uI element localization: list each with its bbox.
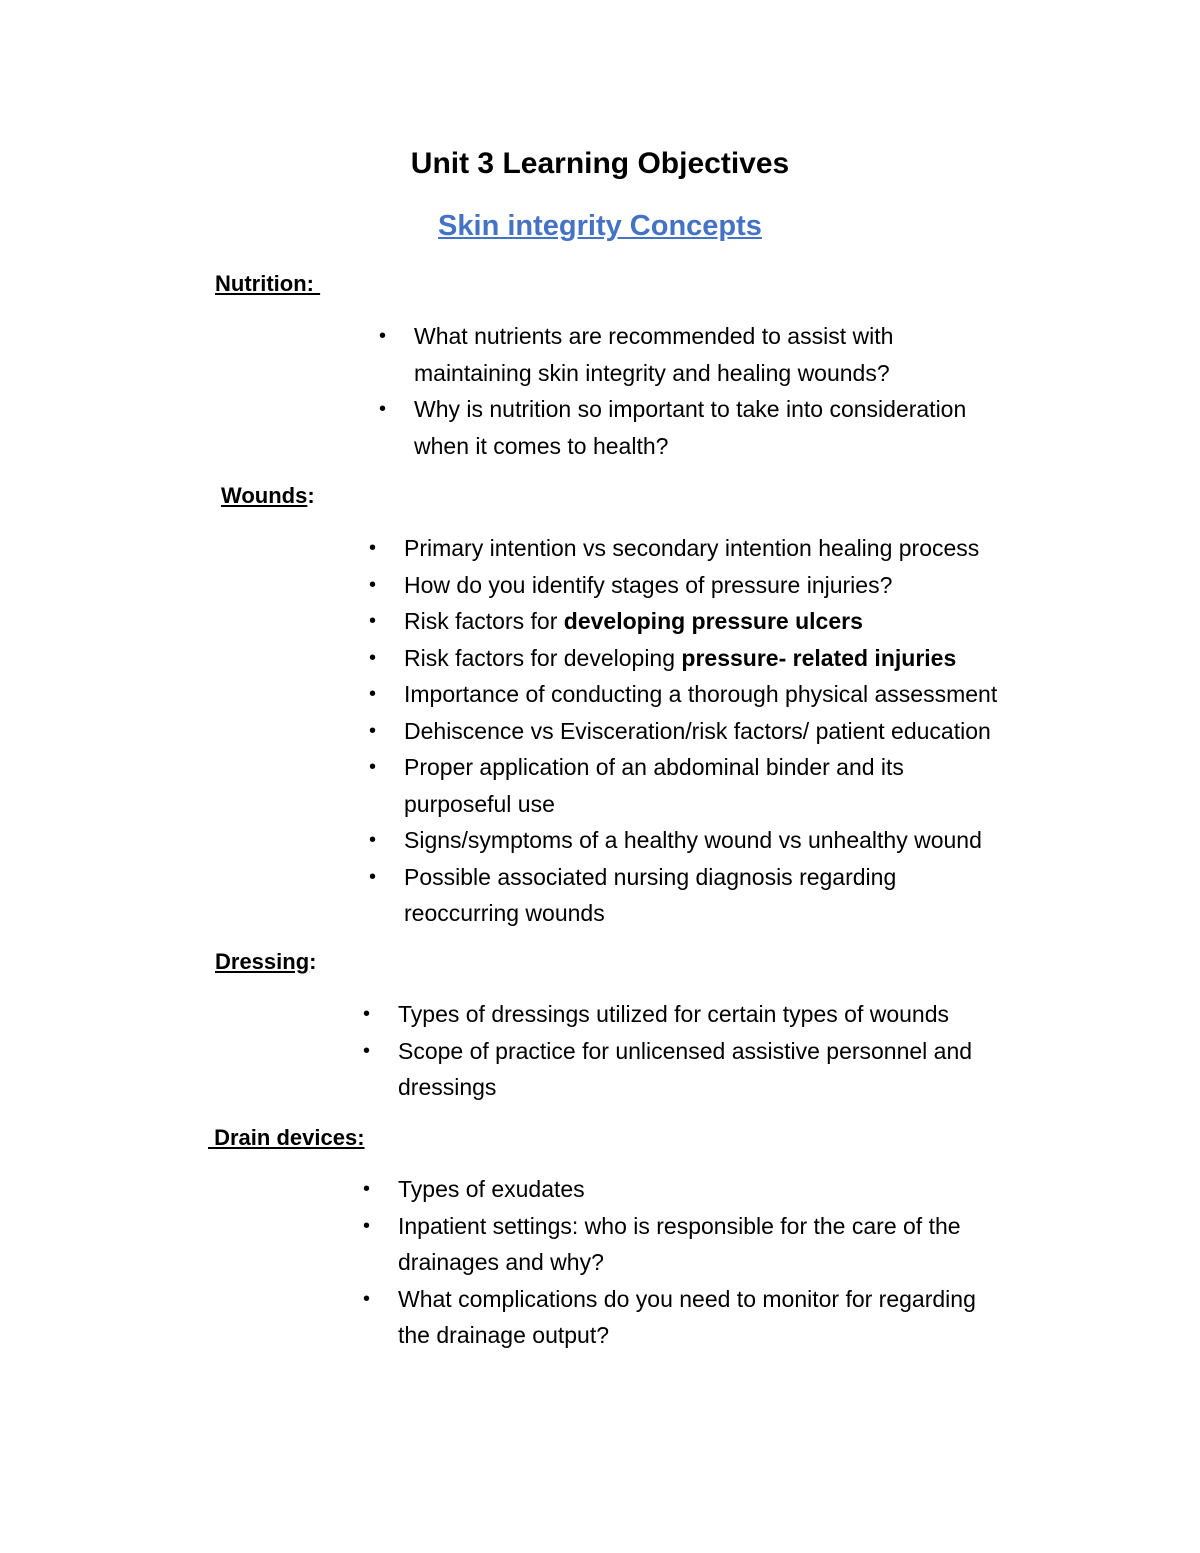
item-text: Importance of conducting a thorough physical assessment (404, 681, 998, 707)
bullet-icon: • (369, 865, 377, 888)
bullet-icon: • (369, 829, 377, 851)
bullet-icon: • (369, 719, 377, 742)
item-line: What nutrients are recommended to assist with (414, 323, 894, 349)
bullet-icon: • (363, 1178, 371, 1200)
bullet-icon: • (369, 683, 377, 705)
bullet-icon: • (379, 398, 387, 420)
bullet-icon: • (369, 646, 377, 669)
drain-devices-list (363, 1171, 976, 1354)
item-text: Risk factors for (404, 608, 564, 634)
bullet-icon: • (379, 325, 387, 347)
list-item (369, 713, 997, 750)
item-text: Signs/symptoms of a healthy wound vs unhealthy wound (404, 827, 982, 853)
item-line: when it comes to health? (414, 432, 669, 459)
item-text: How do you identify stages of pressure injuries? (404, 571, 893, 598)
section-heading-text: Wounds (221, 483, 308, 508)
item-line: reoccurring wounds (404, 900, 605, 926)
bullet-icon: • (363, 1039, 371, 1062)
list-item (369, 603, 997, 640)
bullet-icon: • (369, 756, 377, 778)
section-heading-suffix: : (306, 271, 321, 296)
dressing-list (363, 996, 973, 1106)
item-text: Dehiscence vs Evisceration/risk factors/ patient education (404, 717, 991, 744)
list-item (363, 1281, 976, 1354)
item-text: Primary intention vs secondary intention healing process (404, 535, 980, 561)
list-item (379, 391, 967, 464)
list-item (369, 530, 997, 567)
item-line: What complications do you need to monitor for regarding (398, 1285, 976, 1312)
section-heading-dressing (215, 947, 316, 977)
section-heading-text: Nutrition (215, 271, 307, 296)
list-item (363, 1208, 976, 1281)
section-heading-drain-devices (208, 1123, 365, 1153)
item-emphasis: pressure- related injuries (681, 644, 957, 671)
item-line: drainages and why? (398, 1249, 604, 1275)
list-item (363, 1171, 976, 1208)
list-item (379, 318, 966, 391)
list-item (363, 996, 972, 1033)
item-line: maintaining skin integrity and healing wounds? (414, 359, 890, 386)
list-item (369, 859, 997, 932)
list-item (369, 676, 998, 713)
section-heading-nutrition (215, 269, 320, 299)
item-line: Why is nutrition so important to take into consideration (414, 396, 967, 422)
page-subtitle: Skin integrity Concepts (438, 210, 762, 242)
item-line: purposeful use (404, 790, 555, 817)
section-heading-suffix: : (307, 483, 315, 508)
item-line: Scope of practice for unlicensed assistive personnel and (398, 1037, 973, 1064)
list-item (369, 567, 997, 604)
bullet-icon: • (369, 573, 377, 596)
page-title: Unit 3 Learning Objectives (410, 147, 790, 180)
list-item (369, 749, 997, 822)
list-item (369, 822, 997, 859)
section-heading-text: Drain devices: (208, 1125, 365, 1150)
item-line: Inpatient settings: who is responsible for the care of the (398, 1212, 961, 1239)
bullet-icon: • (363, 1214, 371, 1237)
item-text: Types of exudates (398, 1176, 585, 1202)
item-emphasis: developing pressure ulcers (563, 608, 863, 634)
item-line: Possible associated nursing diagnosis regarding (404, 863, 897, 890)
list-item (363, 1033, 973, 1106)
section-heading-wounds (221, 481, 315, 511)
item-text: Types of dressings utilized for certain types of wounds (398, 1001, 950, 1027)
bullet-icon: • (369, 610, 377, 632)
item-line: Proper application of an abdominal binder and its (404, 754, 904, 780)
item-text: Risk factors for developing (404, 644, 682, 671)
item-line: the drainage output? (398, 1322, 610, 1348)
list-item (369, 640, 997, 677)
nutrition-list (379, 318, 967, 464)
section-heading-suffix: : (309, 949, 317, 974)
section-heading-text: Dressing (215, 949, 310, 974)
item-line: dressings (398, 1074, 497, 1100)
bullet-icon: • (369, 537, 377, 559)
bullet-icon: • (363, 1003, 371, 1025)
wounds-list (369, 530, 998, 932)
bullet-icon: • (363, 1287, 371, 1310)
